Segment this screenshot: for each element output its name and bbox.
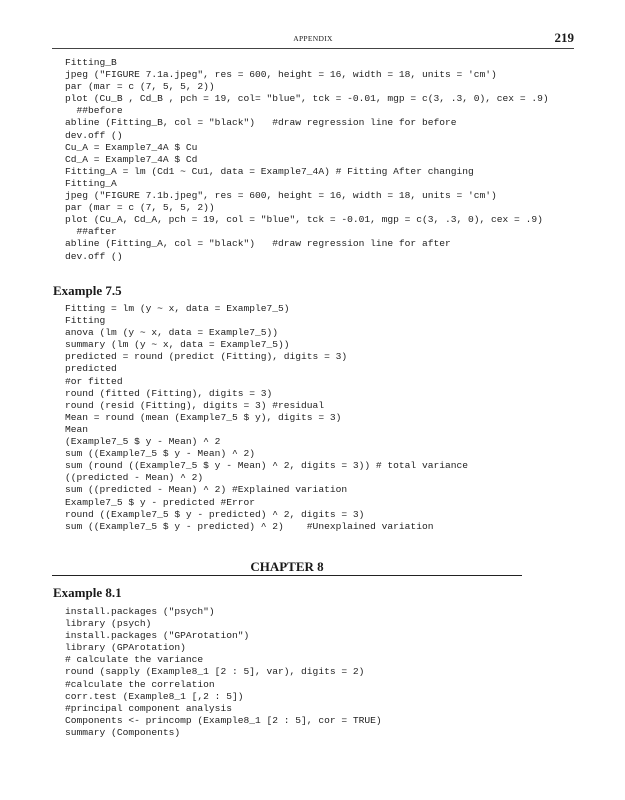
code-line: round (fitted (Fitting), digits = 3) (65, 387, 273, 399)
code-line: Fitting_A = lm (Cd1 ~ Cu1, data = Example7_4A) # Fitting After changing (65, 165, 474, 177)
code-line: round (resid (Fitting), digits = 3) #residual (65, 399, 325, 411)
code-line: abline (Fitting_A, col = "black") #draw regression line for after (65, 238, 451, 250)
code-line: Fitting_A (65, 177, 117, 189)
code-line: #principal component analysis (65, 702, 232, 714)
code-line: plot (Cu_B , Cd_B , pch = 19, col= "blue", tck = -0.01, mgp = c(3, .3, 0), cex = .9) (65, 93, 549, 105)
page-header (52, 30, 574, 49)
code-line: Cu_A = Example7_4A $ Cu (65, 141, 198, 153)
code-line: plot (Cu_A, Cd_A, pch = 19, col = "blue", tck = -0.01, mgp = c(3, .3, 0), cex = .9) (65, 214, 543, 226)
code-line: jpeg ("FIGURE 7.1b.jpeg", res = 600, height = 16, width = 18, units = 'cm') (65, 190, 497, 202)
code-line: library (psych) (65, 618, 152, 630)
code-block-example-7-5 (65, 303, 468, 533)
code-line: summary (Components) (65, 726, 181, 738)
page-number: 219 (554, 30, 574, 45)
code-line: #or fitted (65, 375, 123, 387)
code-line: round (sapply (Example8_1 [2 : 5], var), digits = 2) (65, 666, 365, 678)
example-7-5-heading: Example 7.5 (53, 283, 122, 298)
code-line: (Example7_5 $ y - Mean) ^ 2 (65, 436, 221, 448)
code-line: predicted (65, 363, 117, 375)
code-line: Components <- princomp (Example8_1 [2 : 5], cor = TRUE) (65, 714, 382, 726)
code-line: sum ((Example7_5 $ y - Mean) ^ 2) (65, 448, 255, 460)
code-block-example-8-1 (65, 606, 382, 739)
code-line: dev.off () (65, 129, 123, 141)
code-line: predicted = round (predict (Fitting), digits = 3) (65, 351, 348, 363)
code-line: Cd_A = Example7_4A $ Cd (65, 153, 198, 165)
code-line: par (mar = c (7, 5, 5, 2)) (65, 202, 215, 214)
code-line: abline (Fitting_B, col = "black") #draw regression line for before (65, 117, 457, 129)
code-line: round ((Example7_5 $ y - predicted) ^ 2, digits = 3) (65, 508, 365, 520)
code-line: install.packages ("psych") (65, 606, 215, 617)
code-line: corr.test (Example8_1 [,2 : 5]) (65, 690, 244, 702)
code-line: summary (lm (y ~ x, data = Example7_5)) (65, 339, 290, 351)
code-line: Fitting = lm (y ~ x, data = Example7_5) (65, 303, 290, 314)
running-head: APPENDIX (293, 34, 333, 43)
code-line: sum ((predicted - Mean) ^ 2) #Explained variation (65, 484, 348, 496)
code-line: Fitting_B (65, 57, 117, 68)
code-line: # calculate the variance (65, 654, 204, 666)
code-line: ((predicted - Mean) ^ 2) (65, 472, 204, 484)
code-line: par (mar = c (7, 5, 5, 2)) (65, 81, 215, 93)
example-8-1-heading: Example 8.1 (53, 585, 122, 600)
chapter-heading: CHAPTER 8 (52, 559, 522, 576)
code-line: Example7_5 $ y - predicted #Error (65, 496, 255, 508)
code-line: #calculate the correlation (65, 678, 215, 690)
code-block-example-7-4 (65, 57, 549, 263)
code-line: ##after (65, 226, 117, 238)
code-line: jpeg ("FIGURE 7.1a.jpeg", res = 600, height = 16, width = 18, units = 'cm') (65, 69, 497, 81)
code-line: Fitting (65, 315, 106, 327)
code-line: anova (lm (y ~ x, data = Example7_5)) (65, 327, 279, 339)
code-line: Mean = round (mean (Example7_5 $ y), digits = 3) (65, 411, 342, 423)
code-line: sum (round ((Example7_5 $ y - Mean) ^ 2, digits = 3)) # total variance (65, 460, 469, 472)
code-line: Mean (65, 423, 89, 435)
code-line: install.packages ("GPArotation") (65, 630, 250, 642)
code-line: library (GPArotation) (65, 642, 186, 654)
code-line: ##before (65, 105, 123, 117)
code-line: dev.off () (65, 250, 123, 262)
code-line: sum ((Example7_5 $ y - predicted) ^ 2) #Unexplained variation (65, 520, 434, 532)
